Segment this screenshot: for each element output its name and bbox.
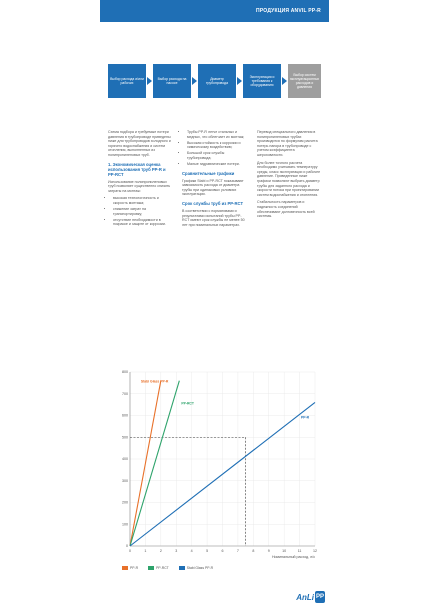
section-heading: Срок службы труб из PP-RCT xyxy=(182,201,244,207)
paragraph: Использование полипропиленовых труб позволяет существенно снизить затраты на монтаж: xyxy=(108,179,171,193)
flow-step-1: Выбор расхода и/или рабочих xyxy=(108,64,146,98)
list-item: • Трубы PP-R легче стальных и медных, что облегчает их монтаж; xyxy=(187,130,246,139)
paragraph: Схема подбора и требуемые потери давления в трубопроводе приведены ниже для трубопроводов холодного и горячего водоснабжения и систем отопления, выполненных из полипропиленовых труб. xyxy=(108,130,171,157)
series-label: PP-R xyxy=(301,415,310,420)
legend-swatch xyxy=(179,566,185,570)
y-tick-label: 700 xyxy=(122,391,128,396)
y-tick-label: 500 xyxy=(122,435,128,440)
text-column-1 xyxy=(108,130,172,230)
x-axis-label: Номинальный расход, л/с xyxy=(271,555,315,559)
logo-mark-icon: PP xyxy=(315,591,325,603)
y-tick-label: 300 xyxy=(122,478,128,483)
flow-step-4: Эксплуатация и требования к оборудованию xyxy=(243,64,281,98)
flow-step-3: Диаметр трубопровода xyxy=(198,64,236,98)
document-page xyxy=(100,0,329,610)
y-tick-label: 0 xyxy=(126,544,128,549)
x-tick-label: 10 xyxy=(282,549,287,553)
list-item: • высокая технологичность и скорость монтажа; xyxy=(113,196,172,205)
y-tick-label: 600 xyxy=(122,413,128,418)
legend-item xyxy=(179,566,213,570)
flow-diagram xyxy=(108,64,321,98)
header-band xyxy=(100,0,329,22)
legend-item xyxy=(148,566,169,570)
flow-step-5: Выбор систем эксплуатационных расходов и давления xyxy=(288,64,321,98)
paragraph: Перевод специального давления в полипропиленовых трубах производится по формулам расчета потерь напора в трубопроводе с учетом коэффициента шероховатости. xyxy=(257,130,318,157)
x-tick-label: 1 xyxy=(144,549,147,553)
text-column-2 xyxy=(182,130,246,230)
x-tick-label: 9 xyxy=(267,549,270,553)
legend-item xyxy=(122,566,138,570)
section-heading: Сравнительные графики xyxy=(182,170,235,176)
flow-arrow-icon xyxy=(147,77,152,85)
section-heading: 1. Экономическая оценка использования труб PP-R и PP-RCT xyxy=(108,161,166,177)
paragraph: Стабильность параметров и надежность соединений обеспечивают долговечность всей системы. xyxy=(257,200,315,219)
series-line xyxy=(130,381,179,546)
list-item: • Высокая стойкость к коррозии и химическому воздействию; xyxy=(187,141,246,150)
y-tick-label: 400 xyxy=(122,457,128,462)
flow-step-2: Выбор расхода на насосе xyxy=(153,64,191,98)
x-tick-label: 11 xyxy=(297,549,302,553)
bullet-list xyxy=(108,196,172,227)
list-item: • Большой срок службы трубопровода; xyxy=(187,151,246,160)
bullet-list xyxy=(182,130,246,167)
line-chart xyxy=(100,358,329,588)
legend-label: Stabi Glass PP-R xyxy=(186,566,214,570)
y-tick-label: 200 xyxy=(122,500,128,505)
legend-swatch xyxy=(122,566,128,570)
flow-arrow-icon xyxy=(192,77,197,85)
y-tick-label: 800 xyxy=(122,370,128,375)
legend-swatch xyxy=(148,566,154,570)
x-tick-label: 0 xyxy=(129,549,131,553)
x-tick-label: 4 xyxy=(190,549,193,553)
flow-arrow-icon xyxy=(282,77,287,85)
x-tick-label: 12 xyxy=(313,549,317,553)
paragraph: В соответствии с нормативами и результатами испытаний трубы PP-RCT имеют срок службы не менее 50 лет при номинальных параметрах. xyxy=(182,209,245,227)
x-tick-label: 3 xyxy=(175,549,178,553)
list-item: • Малые гидравлические потери. xyxy=(187,162,246,167)
paragraph: Для более точного расчета необходимо учитывать температуру среды, класс эксплуатации и рабочее давление. Приведенные ниже графики позволяют выбрать диаметр трубы для заданного расхода и скорости потока при проектировании систем водоснабжения и отопления. xyxy=(257,160,321,197)
chart-container xyxy=(100,358,329,588)
list-item: • отсутствие необходимости в покраске и защите от коррозии. xyxy=(113,218,172,227)
x-tick-label: 2 xyxy=(159,549,162,553)
series-label: Stabi Glass PP-R xyxy=(140,379,169,384)
series-label: PP-RCT xyxy=(181,401,194,406)
chart-legend xyxy=(122,564,213,572)
x-tick-label: 5 xyxy=(206,549,209,553)
list-item: • снижение затрат на транспортировку; xyxy=(113,207,172,216)
paragraph: Графики Stabi и PP-RCT показывают зависимость расхода от диаметра трубы при одинаковых условиях эксплуатации. xyxy=(182,178,244,197)
legend-label: PP-R xyxy=(130,566,139,570)
logo-text: AnLi xyxy=(296,592,314,602)
x-tick-label: 6 xyxy=(221,549,224,553)
legend-label: PP-RCT xyxy=(156,566,169,570)
text-column-3 xyxy=(257,130,321,222)
brand-logo xyxy=(291,588,325,606)
x-tick-label: 7 xyxy=(236,549,239,553)
flow-arrow-icon xyxy=(237,77,242,85)
page-header-title: ПРОДУКЦИЯ ANVIL PP-R xyxy=(256,8,321,14)
x-tick-label: 8 xyxy=(252,549,255,553)
y-tick-label: 100 xyxy=(122,522,128,527)
